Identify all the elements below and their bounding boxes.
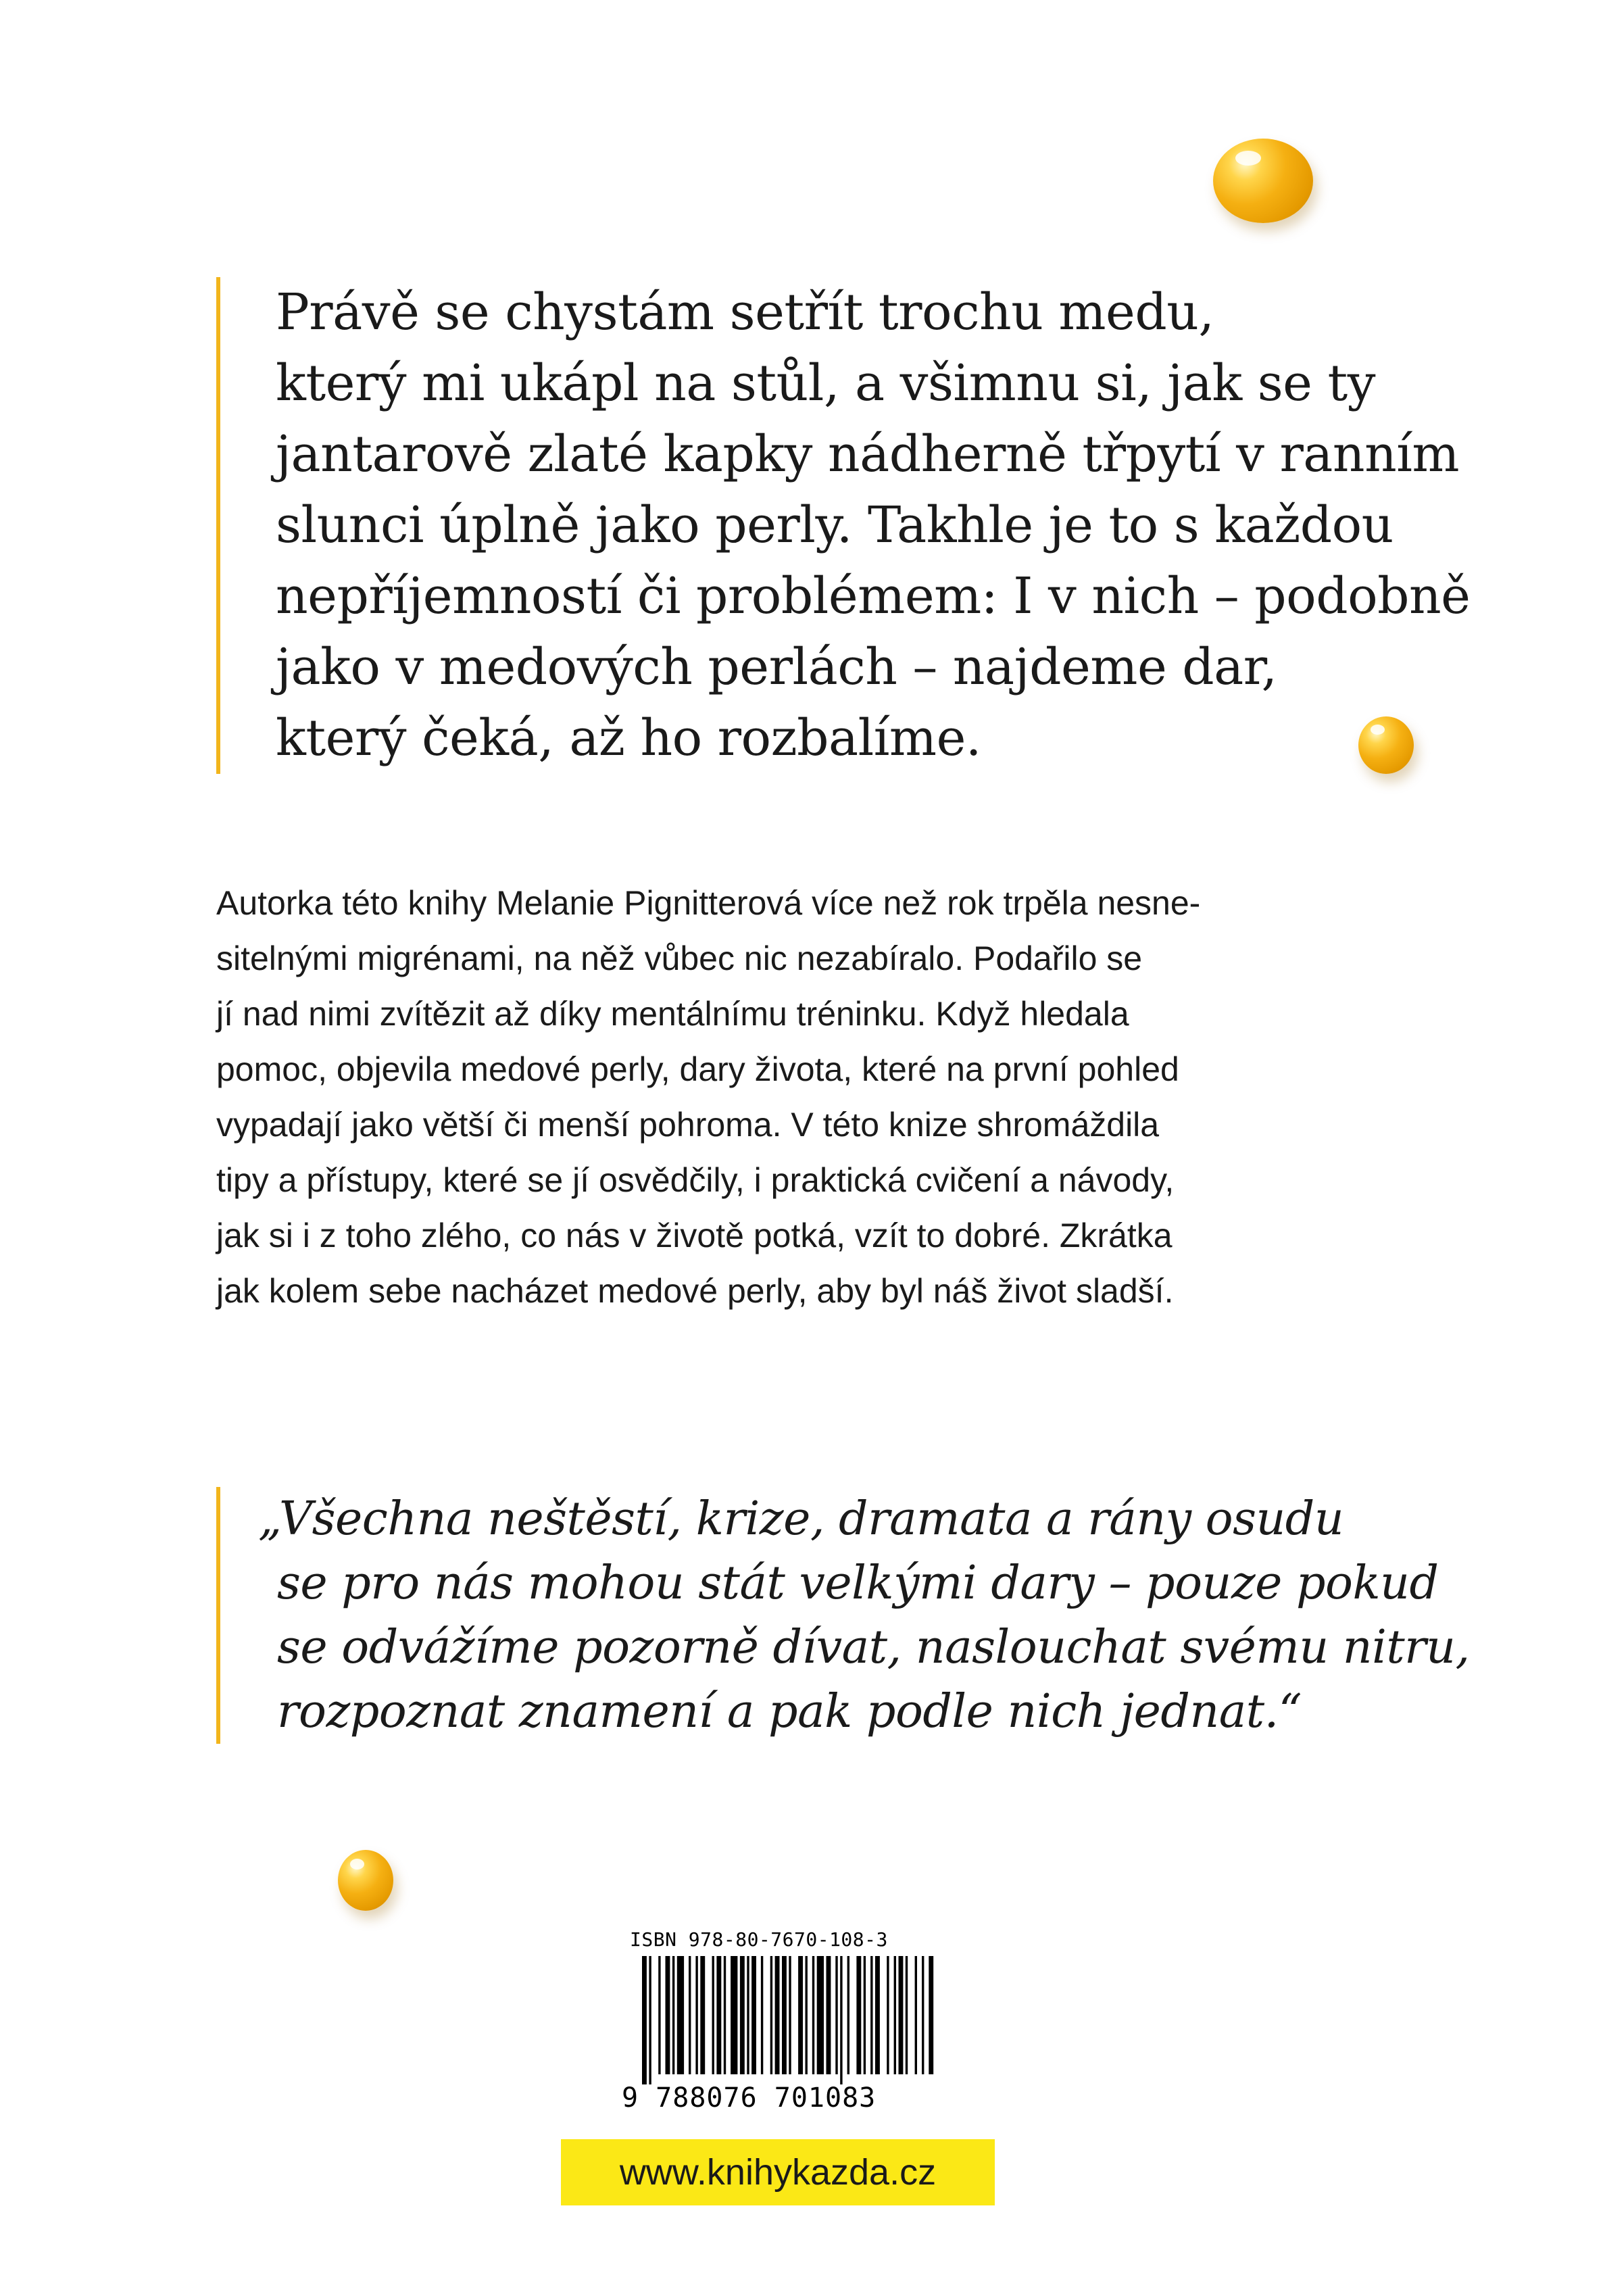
description-line: jak kolem sebe nacházet medové perly, aby byl náš život sladší. bbox=[216, 1272, 1174, 1310]
opening-quote-line: který mi ukápl na stůl, a všimnu si, jak se ty bbox=[276, 354, 1376, 412]
barcode-bar bbox=[870, 1956, 872, 2074]
barcode-bar bbox=[677, 1956, 684, 2074]
barcode-bar bbox=[740, 1956, 745, 2074]
opening-quote-line: nepříjemností či problémem: I v nich – podobně bbox=[276, 567, 1471, 625]
opening-quote-line: jantarově zlaté kapky nádherně třpytí v ranním bbox=[276, 425, 1460, 483]
barcode-bar bbox=[840, 1956, 842, 2084]
barcode-bar bbox=[712, 1956, 714, 2074]
honey-drop-icon bbox=[338, 1850, 393, 1911]
barcode-digits: 9 788076 701083 bbox=[622, 2082, 877, 2114]
description-line: sitelnými migrénami, na něž vůbec nic nezabíralo. Podařilo se bbox=[216, 939, 1143, 977]
opening-quote-line: slunci úplně jako perly. Takhle je to s každou bbox=[276, 496, 1394, 554]
opening-quote bbox=[216, 277, 1471, 774]
description-line: jí nad nimi zvítězit až díky mentálnímu tréninku. Když hledala bbox=[216, 995, 1129, 1033]
barcode-bar bbox=[747, 1956, 749, 2074]
barcode-bar bbox=[789, 1956, 791, 2074]
barcode-bar bbox=[817, 1956, 824, 2074]
barcode-bar bbox=[922, 1956, 924, 2074]
barcode-bar bbox=[731, 1956, 737, 2074]
publisher-url[interactable] bbox=[561, 2139, 995, 2205]
barcode-bar bbox=[666, 1956, 670, 2074]
barcode-bar bbox=[864, 1956, 866, 2074]
barcode-bar bbox=[695, 1956, 697, 2074]
barcode-bar bbox=[761, 1956, 763, 2074]
barcode-bar bbox=[782, 1956, 787, 2074]
barcode-bar bbox=[700, 1956, 705, 2074]
barcode-bar bbox=[875, 1956, 880, 2074]
isbn-label: ISBN 978-80-7670-108-3 bbox=[630, 1928, 888, 1951]
barcode-bar bbox=[775, 1956, 780, 2074]
barcode-bar bbox=[724, 1956, 726, 2074]
closing-quote-line: se odvážíme pozorně dívat, naslouchat svému nitru, bbox=[277, 1621, 1470, 1674]
opening-quote-line: který čeká, až ho rozbalíme. bbox=[276, 709, 981, 767]
book-description bbox=[216, 875, 1365, 1319]
description-line: tipy a přístupy, které se jí osvědčily, i praktická cvičení a návody, bbox=[216, 1161, 1175, 1199]
closing-quote-line: „Všechna neštěstí, krize, dramata a rány osudu bbox=[258, 1492, 1344, 1546]
barcode-bar bbox=[835, 1956, 837, 2074]
barcode-bar bbox=[887, 1956, 889, 2074]
honey-drop-icon bbox=[1213, 139, 1313, 223]
barcode-bar bbox=[915, 1956, 917, 2074]
barcode-bar bbox=[812, 1956, 814, 2074]
barcode-bar bbox=[689, 1956, 691, 2074]
barcode-bar bbox=[806, 1956, 808, 2074]
closing-quote bbox=[216, 1487, 1470, 1744]
barcode-bar bbox=[906, 1956, 908, 2074]
barcode-bar bbox=[649, 1956, 651, 2084]
barcode-bar bbox=[929, 1956, 933, 2074]
closing-quote-line: se pro nás mohou stát velkými dary – pouze pokud bbox=[277, 1557, 1439, 1610]
barcode-bar bbox=[899, 1956, 904, 2074]
description-line: pomoc, objevila medové perly, dary života, které na první pohled bbox=[216, 1050, 1179, 1088]
barcode-bar bbox=[642, 1956, 647, 2084]
barcode-bar bbox=[770, 1956, 772, 2074]
description-line: jak si i z toho zlého, co nás v životě potká, vzít to dobré. Zkrátka bbox=[216, 1217, 1173, 1254]
barcode-bar bbox=[847, 1956, 849, 2074]
isbn-barcode bbox=[622, 1928, 946, 2130]
barcode-bar bbox=[716, 1956, 721, 2074]
opening-quote-line: Právě se chystám setřít trochu medu, bbox=[276, 283, 1214, 341]
description-line: vypadají jako větší či menší pohroma. V této knize shromáždila bbox=[216, 1106, 1160, 1144]
barcode-bar bbox=[798, 1956, 803, 2074]
barcode-bar bbox=[827, 1956, 831, 2074]
barcode-bar bbox=[894, 1956, 896, 2074]
opening-quote-line: jako v medových perlách – najdeme dar, bbox=[276, 638, 1277, 696]
barcode-bar bbox=[856, 1956, 861, 2074]
barcode-bar bbox=[751, 1956, 756, 2074]
closing-quote-line: rozpoznat znamení a pak podle nich jednat.“ bbox=[277, 1685, 1302, 1738]
publisher-url-text[interactable]: www.knihykazda.cz bbox=[619, 2152, 937, 2193]
barcode-bar bbox=[672, 1956, 674, 2074]
barcode-bar bbox=[658, 1956, 660, 2074]
description-line: Autorka této knihy Melanie Pignitterová více než rok trpěla nesne- bbox=[216, 884, 1201, 922]
barcode-icon bbox=[622, 1956, 939, 2084]
